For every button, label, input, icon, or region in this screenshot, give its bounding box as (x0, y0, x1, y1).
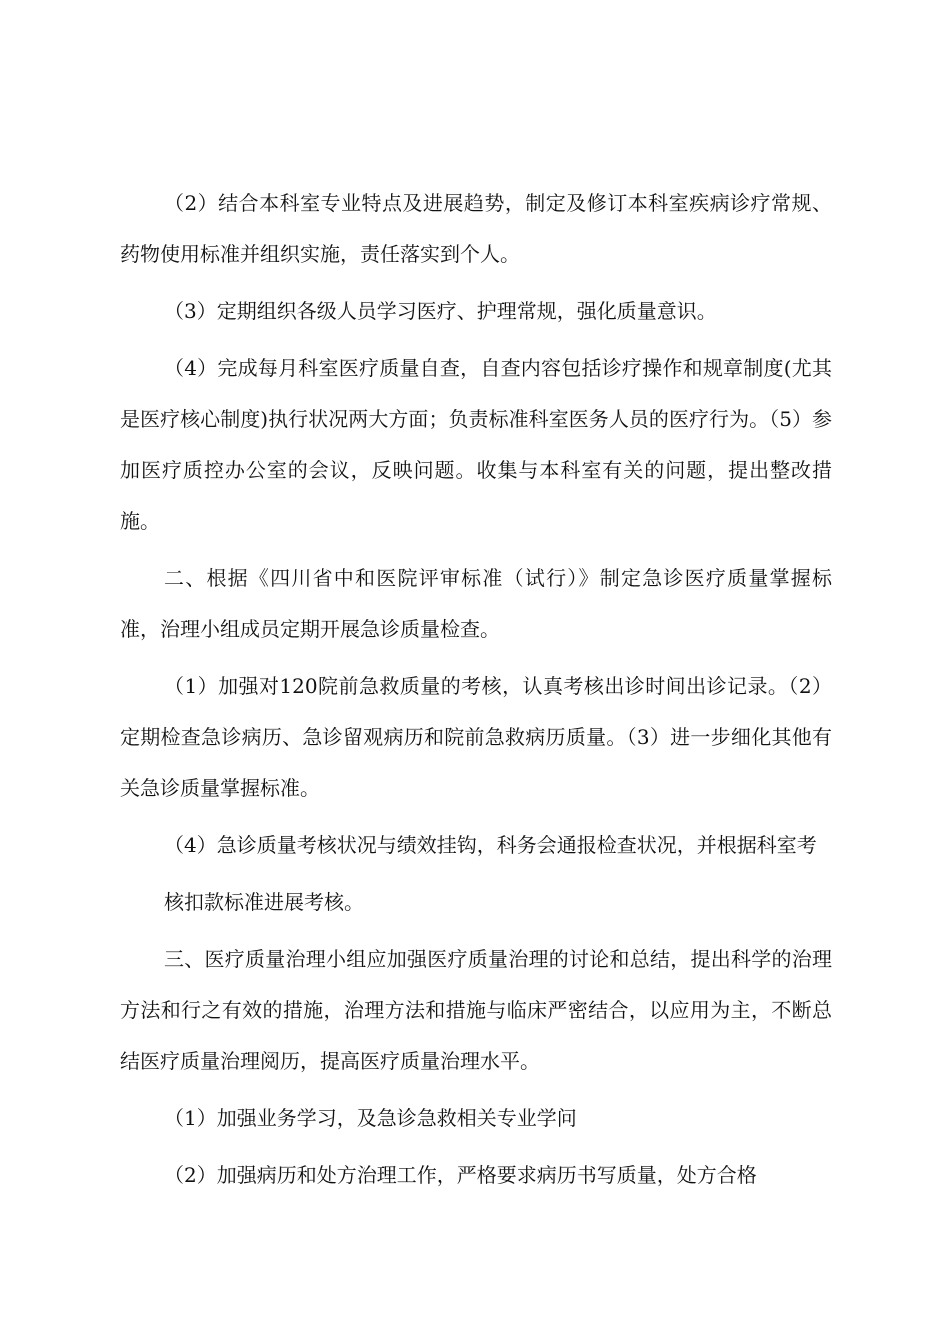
section-two-heading: 二、根据《四川省中和医院评审标准（试行）》制定急诊医疗质量掌握标准，治理小组成员定期开展急诊质量检查。 (120, 566, 832, 641)
paragraph-item-2: （2）结合本科室专业特点及进展趋势，制定及修订本科室疾病诊疗常规、药物使用标准并组织实施，责任落实到个人。 (120, 191, 832, 266)
paragraph-emergency-item-4: （4）急诊质量考核状况与绩效挂钩，科务会通报检查状况，并根据科室考 (164, 833, 817, 857)
document-body (120, 178, 832, 1201)
paragraph-continuation: 核扣款标准进展考核。 (164, 890, 364, 914)
paragraph-emergency-items-1-3: （1）加强对120院前急救质量的考核，认真考核出诊时间出诊记录。（2）定期检查急诊病历、急诊留观病历和院前急救病历质量。（3）进一步细化其他有关急诊质量掌握标准。 (120, 674, 832, 800)
paragraph-records-item-2: （2）加强病历和处方治理工作，严格要求病历书写质量，处方合格 (164, 1163, 757, 1187)
paragraph-item-3: （3）定期组织各级人员学习医疗、护理常规，强化质量意识。 (164, 299, 717, 323)
paragraph-item-4-5: （4）完成每月科室医疗质量自查，自查内容包括诊疗操作和规章制度(尤其是医疗核心制度)执行状况两大方面；负责标准科室医务人员的医疗行为。（5）参加医疗质控办公室的会议，反映问题。收集与本科室有关的问题，提出整改措施。 (120, 356, 832, 533)
paragraph-study-item-1: （1）加强业务学习，及急诊急救相关专业学问 (164, 1106, 577, 1130)
section-three-heading: 三、医疗质量治理小组应加强医疗质量治理的讨论和总结，提出科学的治理方法和行之有效的措施，治理方法和措施与临床严密结合，以应用为主，不断总结医疗质量治理阅历，提高医疗质量治理水平。 (120, 947, 832, 1073)
